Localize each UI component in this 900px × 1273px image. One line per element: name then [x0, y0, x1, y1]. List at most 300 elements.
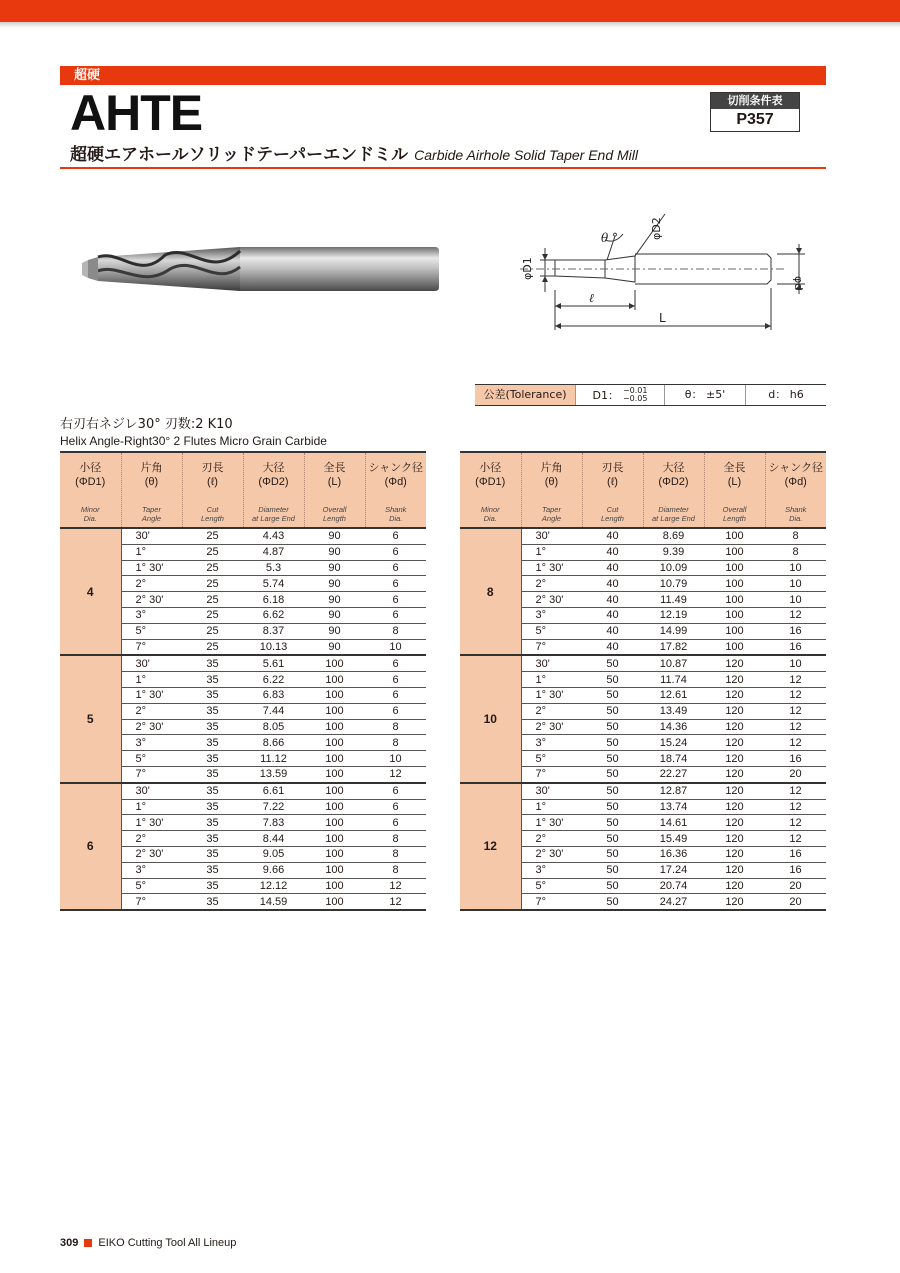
taper-angle-cell: 5° [521, 751, 582, 767]
overall-length-cell: 100 [304, 846, 365, 862]
overall-length-cell: 100 [304, 719, 365, 735]
shank-diameter-cell: 10 [365, 751, 426, 767]
column-header-en [305, 505, 365, 523]
taper-angle-cell: 30' [121, 655, 182, 671]
shank-diameter-cell: 12 [365, 894, 426, 910]
d2-label: φD2 [650, 217, 663, 240]
overall-length-cell: 90 [304, 623, 365, 639]
shank-diameter-cell: 6 [365, 560, 426, 576]
category-bar [60, 66, 826, 85]
large-end-diameter-cell: 12.12 [243, 878, 304, 894]
overall-length-cell: 120 [704, 719, 765, 735]
column-header-en-line1: Cut [206, 505, 219, 514]
column-header-symbol: (Φd) [784, 476, 807, 488]
cutting-conditions-reference[interactable] [710, 92, 800, 132]
taper-angle-cell: 2° [521, 703, 582, 719]
cut-length-cell: 40 [582, 544, 643, 560]
overall-length-cell: 90 [304, 607, 365, 623]
shank-diameter-cell: 20 [765, 766, 826, 782]
column-header-symbol: (ℓ) [607, 476, 618, 488]
minor-diameter-cell: 6 [60, 783, 121, 910]
column-header-en [183, 505, 243, 523]
overall-length-cell: 100 [704, 528, 765, 544]
taper-angle-cell: 3° [121, 735, 182, 751]
large-end-diameter-cell: 10.13 [243, 639, 304, 655]
overall-length-cell: 90 [304, 576, 365, 592]
shank-diameter-cell: 8 [365, 862, 426, 878]
cut-length-cell: 50 [582, 719, 643, 735]
minor-diameter-cell: 5 [60, 655, 121, 782]
spec-en: Helix Angle-Right30° 2 Flutes Micro Grain Carbide [60, 434, 327, 448]
shank-diameter-cell: 12 [765, 703, 826, 719]
overall-length-cell: 100 [304, 783, 365, 799]
minor-diameter-cell: 8 [460, 528, 521, 655]
shank-diameter-cell: 12 [765, 687, 826, 703]
taper-angle-cell: 1° 30' [521, 687, 582, 703]
cut-length-cell: 50 [582, 703, 643, 719]
column-header-en-line2: Dia. [789, 514, 803, 523]
column-header-en-line2: Length [323, 514, 346, 523]
shank-diameter-cell: 8 [365, 623, 426, 639]
overall-length-cell: 100 [304, 878, 365, 894]
category-label: 超硬 [74, 68, 101, 83]
large-end-diameter-cell: 5.74 [243, 576, 304, 592]
overall-length-label: L [659, 311, 666, 325]
large-end-diameter-cell: 4.87 [243, 544, 304, 560]
taper-angle-cell: 7° [521, 766, 582, 782]
shank-diameter-cell: 6 [365, 592, 426, 608]
overall-length-cell: 120 [704, 846, 765, 862]
column-header-jp: 片角 [540, 461, 563, 474]
column-header-jp: 小径 [79, 461, 102, 474]
column-header-en [522, 505, 582, 523]
cut-length-cell: 50 [582, 783, 643, 799]
column-header [460, 452, 521, 528]
taper-angle-cell: 30' [521, 528, 582, 544]
column-header-en-line1: Taper [542, 505, 561, 514]
overall-length-cell: 120 [704, 766, 765, 782]
column-header [121, 452, 182, 528]
taper-angle-cell: 1° 30' [521, 560, 582, 576]
dimension-table-right [460, 451, 826, 911]
tolerance-d1-label: D1： [592, 388, 619, 402]
taper-angle-cell: 5° [521, 623, 582, 639]
column-header-en-line2: Dia. [389, 514, 403, 523]
cut-length-cell: 40 [582, 607, 643, 623]
cut-length-cell: 35 [182, 672, 243, 688]
shank-diameter-cell: 16 [765, 751, 826, 767]
large-end-diameter-cell: 14.36 [643, 719, 704, 735]
large-end-diameter-cell: 14.59 [243, 894, 304, 910]
large-end-diameter-cell: 8.69 [643, 528, 704, 544]
shank-diameter-cell: 6 [365, 799, 426, 815]
tolerance-d1-range [623, 387, 648, 403]
footer-square-icon [84, 1239, 92, 1247]
cut-length-cell: 35 [182, 799, 243, 815]
taper-angle-cell: 30' [121, 783, 182, 799]
column-header-jp: 小径 [479, 461, 502, 474]
cut-length-cell: 35 [182, 783, 243, 799]
cut-length-cell: 50 [582, 799, 643, 815]
page-footer [60, 1236, 236, 1250]
cut-length-cell: 40 [582, 623, 643, 639]
cut-length-cell: 50 [582, 766, 643, 782]
column-header-jp: 大径 [262, 461, 285, 474]
minor-diameter-cell: 10 [460, 655, 521, 782]
taper-angle-cell: 1° [121, 544, 182, 560]
overall-length-cell: 120 [704, 831, 765, 847]
taper-angle-cell: 2° [121, 576, 182, 592]
shank-diameter-cell: 12 [365, 766, 426, 782]
large-end-diameter-cell: 12.61 [643, 687, 704, 703]
shank-diameter-cell: 6 [365, 576, 426, 592]
cut-length-cell: 25 [182, 560, 243, 576]
cut-length-cell: 35 [182, 751, 243, 767]
overall-length-cell: 100 [304, 751, 365, 767]
cut-length-cell: 35 [182, 815, 243, 831]
cut-length-cell: 50 [582, 878, 643, 894]
column-header-en [244, 505, 304, 523]
overall-length-cell: 120 [704, 672, 765, 688]
column-header [365, 452, 426, 528]
overall-length-cell: 100 [704, 544, 765, 560]
page-number: 309 [60, 1237, 79, 1249]
shank-diameter-cell: 12 [765, 719, 826, 735]
shank-diameter-cell: 12 [765, 672, 826, 688]
column-header [60, 452, 121, 528]
column-header-en-line1: Minor [480, 505, 500, 514]
tolerance-theta: θ： ±5' [665, 385, 746, 405]
large-end-diameter-cell: 8.37 [243, 623, 304, 639]
taper-angle-cell: 1° 30' [121, 815, 182, 831]
cut-length-cell: 50 [582, 846, 643, 862]
shank-diameter-cell: 8 [365, 831, 426, 847]
shank-diameter-cell: 20 [765, 878, 826, 894]
cut-length-cell: 40 [582, 528, 643, 544]
taper-angle-cell: 1° [121, 799, 182, 815]
cut-length-cell: 35 [182, 687, 243, 703]
overall-length-cell: 120 [704, 894, 765, 910]
large-end-diameter-cell: 7.22 [243, 799, 304, 815]
column-header-en-line2: at Large End [652, 514, 695, 523]
large-end-diameter-cell: 11.74 [643, 672, 704, 688]
large-end-diameter-cell: 20.74 [643, 878, 704, 894]
column-header-jp: 全長 [723, 461, 746, 474]
overall-length-cell: 100 [304, 735, 365, 751]
column-header-symbol: (ΦD2) [258, 476, 289, 488]
overall-length-cell: 100 [704, 560, 765, 576]
large-end-diameter-cell: 18.74 [643, 751, 704, 767]
overall-length-cell: 90 [304, 528, 365, 544]
tolerance-row [475, 384, 826, 406]
column-header-en-line1: Minor [80, 505, 100, 514]
cut-length-cell: 35 [182, 655, 243, 671]
minor-diameter-cell: 12 [460, 783, 521, 910]
large-end-diameter-cell: 5.3 [243, 560, 304, 576]
overall-length-cell: 100 [704, 607, 765, 623]
table-row [460, 783, 826, 799]
large-end-diameter-cell: 17.82 [643, 639, 704, 655]
large-end-diameter-cell: 9.66 [243, 862, 304, 878]
taper-angle-cell: 7° [121, 766, 182, 782]
column-header-symbol: (L) [327, 476, 342, 488]
column-header-symbol: (θ) [544, 476, 559, 488]
shank-diameter-cell: 10 [365, 639, 426, 655]
shank-diameter-cell: 12 [765, 735, 826, 751]
overall-length-cell: 120 [704, 783, 765, 799]
column-header-en-line2: Length [723, 514, 746, 523]
column-header-symbol: (Φd) [384, 476, 407, 488]
column-header-symbol: (ΦD1) [475, 476, 506, 488]
overall-length-cell: 100 [704, 592, 765, 608]
taper-angle-cell: 3° [521, 607, 582, 623]
large-end-diameter-cell: 10.87 [643, 655, 704, 671]
cut-length-cell: 35 [182, 719, 243, 735]
column-header-en-line1: Overall [322, 505, 347, 514]
shank-diameter-cell: 10 [765, 655, 826, 671]
column-header-en [705, 505, 765, 523]
taper-angle-cell: 2° [521, 576, 582, 592]
cut-length-cell: 50 [582, 735, 643, 751]
shank-diameter-cell: 10 [765, 592, 826, 608]
cut-length-cell: 50 [582, 687, 643, 703]
tolerance-d1-lower: −0.05 [622, 394, 648, 403]
shank-diameter-cell: 12 [765, 831, 826, 847]
shank-diameter-cell: 6 [365, 815, 426, 831]
column-header-en [766, 505, 827, 523]
overall-length-cell: 120 [704, 815, 765, 831]
shank-diameter-cell: 8 [365, 846, 426, 862]
tolerance-d1-upper: −0.01 [622, 386, 648, 395]
cut-length-cell: 25 [182, 528, 243, 544]
spec-jp: 右刃右ネジレ30° 刃数:2 K10 [60, 417, 233, 432]
column-header [182, 452, 243, 528]
cut-length-cell: 50 [582, 831, 643, 847]
cut-length-cell: 50 [582, 862, 643, 878]
shank-diameter-cell: 6 [365, 687, 426, 703]
shank-diameter-cell: 6 [365, 655, 426, 671]
overall-length-cell: 100 [304, 687, 365, 703]
tolerance-shank: d： h6 [768, 388, 804, 401]
column-header-symbol: (L) [727, 476, 742, 488]
overall-length-cell: 120 [704, 735, 765, 751]
taper-angle-cell: 1° [521, 799, 582, 815]
large-end-diameter-cell: 9.05 [243, 846, 304, 862]
cut-length-cell: 35 [182, 766, 243, 782]
column-header-jp: 大径 [662, 461, 685, 474]
cut-length-cell: 35 [182, 862, 243, 878]
overall-length-cell: 100 [304, 703, 365, 719]
column-header-en-line1: Diameter [658, 505, 689, 514]
taper-angle-cell: 5° [121, 623, 182, 639]
taper-angle-cell: 1° [521, 544, 582, 560]
column-header-en-line1: Shank [385, 505, 407, 514]
column-header-en-line1: Shank [785, 505, 807, 514]
tolerance-d1 [576, 385, 665, 405]
overall-length-cell: 120 [704, 687, 765, 703]
overall-length-cell: 100 [304, 815, 365, 831]
column-header-en [583, 505, 643, 523]
shank-diameter-cell: 8 [365, 735, 426, 751]
column-header-jp: 刃長 [201, 461, 224, 474]
table-row [60, 783, 426, 799]
large-end-diameter-cell: 8.44 [243, 831, 304, 847]
reference-label: 切削条件表 [711, 93, 799, 109]
column-header [521, 452, 582, 528]
column-header-symbol: (ℓ) [207, 476, 218, 488]
column-header-symbol: (θ) [144, 476, 159, 488]
cut-length-cell: 50 [582, 655, 643, 671]
shank-diameter-cell: 6 [365, 607, 426, 623]
column-header-symbol: (ΦD2) [658, 476, 689, 488]
shank-diameter-cell: 12 [365, 878, 426, 894]
column-header-en [644, 505, 704, 523]
large-end-diameter-cell: 8.66 [243, 735, 304, 751]
cut-length-cell: 40 [582, 576, 643, 592]
shank-diameter-cell: 12 [765, 783, 826, 799]
column-header-en-line2: Dia. [483, 514, 497, 523]
shank-diameter-cell: 16 [765, 846, 826, 862]
large-end-diameter-cell: 14.61 [643, 815, 704, 831]
product-title-en: Carbide Airhole Solid Taper End Mill [414, 147, 638, 163]
column-header [765, 452, 826, 528]
overall-length-cell: 90 [304, 592, 365, 608]
large-end-diameter-cell: 14.99 [643, 623, 704, 639]
shank-diameter-cell: 6 [365, 528, 426, 544]
cut-length-cell: 40 [582, 560, 643, 576]
column-header-jp: 片角 [140, 461, 163, 474]
shank-diameter-cell: 10 [765, 560, 826, 576]
reference-page: P357 [736, 111, 774, 128]
large-end-diameter-cell: 6.61 [243, 783, 304, 799]
large-end-diameter-cell: 22.27 [643, 766, 704, 782]
overall-length-cell: 120 [704, 862, 765, 878]
cut-length-cell: 35 [182, 894, 243, 910]
large-end-diameter-cell: 8.05 [243, 719, 304, 735]
column-header-jp: シャンク径 [768, 461, 824, 474]
column-header-en [122, 505, 182, 523]
cut-length-cell: 25 [182, 623, 243, 639]
overall-length-cell: 100 [304, 831, 365, 847]
minor-diameter-cell: 4 [60, 528, 121, 655]
column-header-en-line1: Diameter [258, 505, 289, 514]
large-end-diameter-cell: 16.36 [643, 846, 704, 862]
large-end-diameter-cell: 6.22 [243, 672, 304, 688]
column-header [304, 452, 365, 528]
taper-angle-cell: 2° 30' [121, 846, 182, 862]
shank-diameter-cell: 8 [765, 528, 826, 544]
shank-diameter-cell: 6 [365, 703, 426, 719]
taper-angle-cell: 5° [121, 751, 182, 767]
product-code: AHTE [70, 85, 203, 141]
d-label: φd [792, 276, 805, 291]
shank-diameter-cell: 12 [765, 815, 826, 831]
taper-angle-cell: 2° [521, 831, 582, 847]
dimension-diagram [515, 200, 815, 335]
shank-diameter-cell: 10 [765, 576, 826, 592]
title-underline [60, 167, 826, 169]
large-end-diameter-cell: 13.59 [243, 766, 304, 782]
column-header-jp: 全長 [323, 461, 346, 474]
overall-length-cell: 90 [304, 639, 365, 655]
shank-diameter-cell: 6 [365, 672, 426, 688]
cut-length-cell: 50 [582, 672, 643, 688]
table-header-row [460, 452, 826, 528]
top-accent-bar [0, 0, 900, 22]
dimension-table-left [60, 451, 426, 911]
taper-angle-cell: 7° [521, 894, 582, 910]
column-header-jp: 刃長 [601, 461, 624, 474]
taper-angle-cell: 1° 30' [121, 687, 182, 703]
shank-diameter-cell: 16 [765, 639, 826, 655]
column-header-en [60, 505, 121, 523]
cut-length-cell: 40 [582, 592, 643, 608]
shank-diameter-cell: 12 [765, 607, 826, 623]
taper-angle-cell: 30' [121, 528, 182, 544]
column-header-en-line2: Length [601, 514, 624, 523]
taper-angle-cell: 1° [121, 672, 182, 688]
cut-length-cell: 25 [182, 576, 243, 592]
large-end-diameter-cell: 4.43 [243, 528, 304, 544]
overall-length-cell: 100 [304, 799, 365, 815]
d1-label: φD1 [521, 257, 534, 280]
column-header-en [366, 505, 427, 523]
taper-angle-cell: 1° 30' [121, 560, 182, 576]
column-header-en-line2: Angle [541, 514, 562, 523]
taper-angle-cell: 30' [521, 783, 582, 799]
taper-angle-cell: 3° [521, 735, 582, 751]
column-header [704, 452, 765, 528]
cut-length-cell: 25 [182, 592, 243, 608]
taper-angle-cell: 7° [121, 639, 182, 655]
column-header-en-line1: Taper [142, 505, 161, 514]
taper-angle-cell: 2° [121, 831, 182, 847]
tolerance-label: 公差(Tolerance) [475, 385, 576, 405]
shank-diameter-cell: 16 [765, 862, 826, 878]
overall-length-cell: 90 [304, 544, 365, 560]
shank-diameter-cell: 6 [365, 783, 426, 799]
large-end-diameter-cell: 7.83 [243, 815, 304, 831]
column-header-jp: シャンク径 [368, 461, 424, 474]
column-header-en-line2: at Large End [252, 514, 295, 523]
overall-length-cell: 100 [704, 623, 765, 639]
column-header-en-line1: Cut [606, 505, 619, 514]
shank-diameter-cell: 6 [365, 544, 426, 560]
cut-length-cell: 50 [582, 894, 643, 910]
cut-length-cell: 50 [582, 751, 643, 767]
overall-length-cell: 120 [704, 655, 765, 671]
cut-length-cell: 25 [182, 544, 243, 560]
product-title-jp: 超硬エアホールソリッドテーパーエンドミル [70, 145, 409, 165]
taper-angle-cell: 7° [121, 894, 182, 910]
taper-angle-cell: 2° 30' [521, 592, 582, 608]
cut-length-cell: 35 [182, 703, 243, 719]
large-end-diameter-cell: 10.79 [643, 576, 704, 592]
column-header-en-line2: Dia. [83, 514, 97, 523]
table-row [460, 655, 826, 671]
cut-length-cell: 50 [582, 815, 643, 831]
column-header-en-line2: Length [201, 514, 224, 523]
column-header-en [460, 505, 521, 523]
large-end-diameter-cell: 9.39 [643, 544, 704, 560]
overall-length-cell: 120 [704, 878, 765, 894]
table-row [60, 655, 426, 671]
table-row [460, 528, 826, 544]
large-end-diameter-cell: 6.18 [243, 592, 304, 608]
cut-length-cell: 35 [182, 846, 243, 862]
large-end-diameter-cell: 11.12 [243, 751, 304, 767]
overall-length-cell: 120 [704, 751, 765, 767]
